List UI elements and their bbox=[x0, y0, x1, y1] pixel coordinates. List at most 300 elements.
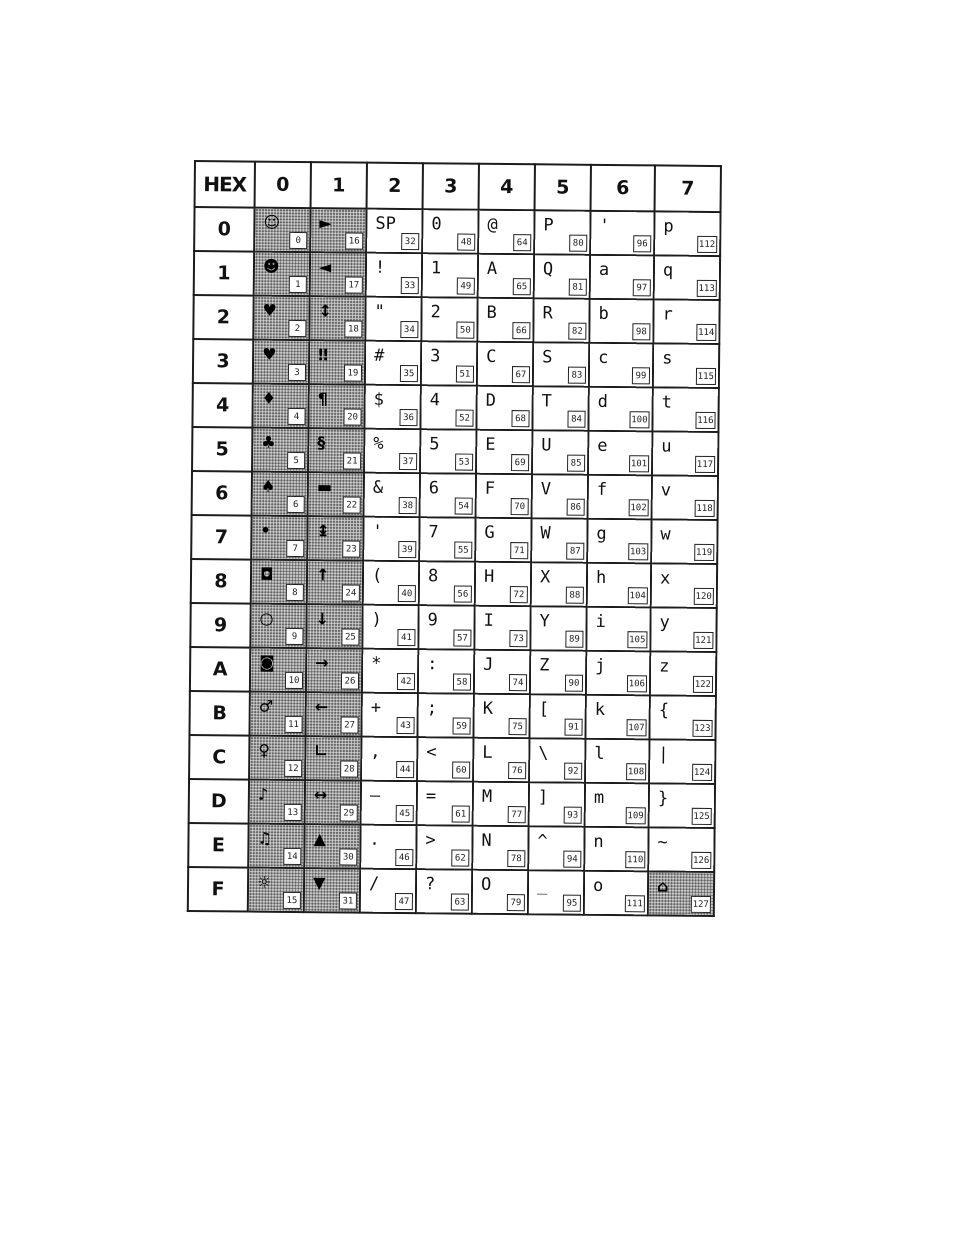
character-glyph: , bbox=[370, 741, 381, 762]
decimal-code-box: 112 bbox=[697, 236, 717, 253]
character-glyph: ♪ bbox=[257, 784, 269, 804]
code-cell bbox=[360, 869, 416, 914]
decimal-code-box: 113 bbox=[696, 280, 716, 297]
code-cell bbox=[305, 692, 361, 737]
code-cell bbox=[588, 387, 652, 432]
code-cell bbox=[361, 693, 417, 738]
decimal-code-box: 45 bbox=[396, 805, 414, 822]
code-cell bbox=[475, 562, 531, 607]
character-glyph: f bbox=[596, 479, 608, 500]
character-glyph: ^ bbox=[537, 831, 548, 852]
table-row bbox=[192, 427, 718, 476]
code-cell bbox=[590, 211, 654, 256]
decimal-code-box: 6 bbox=[287, 496, 305, 513]
character-glyph: 5 bbox=[429, 434, 440, 455]
code-cell bbox=[364, 385, 420, 430]
code-cell bbox=[361, 781, 417, 826]
decimal-code-box: 94 bbox=[563, 851, 581, 868]
decimal-code-box: 22 bbox=[343, 496, 361, 513]
character-glyph: b bbox=[598, 303, 609, 324]
row-header: 9 bbox=[190, 603, 250, 648]
code-cell bbox=[534, 210, 590, 255]
decimal-code-box: 11 bbox=[285, 716, 303, 733]
character-glyph: + bbox=[370, 697, 382, 718]
character-glyph: W bbox=[540, 523, 551, 544]
decimal-code-box: 19 bbox=[344, 364, 362, 381]
character-glyph: t bbox=[661, 392, 673, 413]
decimal-code-box: 101 bbox=[629, 455, 649, 472]
character-glyph: – bbox=[369, 785, 381, 806]
decimal-code-box: 33 bbox=[401, 277, 419, 294]
decimal-code-box: 5 bbox=[287, 452, 305, 469]
code-cell bbox=[309, 340, 365, 385]
decimal-code-box: 12 bbox=[284, 760, 302, 777]
decimal-code-box: 23 bbox=[342, 540, 360, 557]
code-cell bbox=[417, 781, 473, 826]
decimal-code-box: 1 bbox=[289, 276, 307, 293]
code-cell bbox=[653, 343, 719, 388]
character-glyph: ¶ bbox=[317, 389, 328, 409]
code-cell bbox=[476, 386, 532, 431]
character-glyph: ◙ bbox=[259, 652, 275, 672]
decimal-code-box: 91 bbox=[564, 719, 582, 736]
code-cell bbox=[472, 826, 528, 871]
character-glyph: R bbox=[542, 303, 553, 324]
character-glyph: Y bbox=[539, 611, 550, 632]
character-glyph: 0 bbox=[431, 214, 442, 235]
decimal-code-box: 122 bbox=[693, 676, 713, 693]
character-glyph: O bbox=[480, 874, 492, 895]
code-cell bbox=[474, 650, 530, 695]
code-cell bbox=[305, 736, 361, 781]
decimal-code-box: 65 bbox=[513, 278, 531, 295]
code-cell bbox=[584, 827, 648, 872]
decimal-code-box: 34 bbox=[400, 321, 418, 338]
character-glyph: ↓ bbox=[315, 609, 330, 629]
row-header: B bbox=[189, 691, 249, 736]
table-row bbox=[192, 383, 718, 432]
decimal-code-box: 30 bbox=[339, 848, 357, 865]
code-cell bbox=[529, 782, 585, 827]
row-header: A bbox=[190, 647, 250, 692]
code-cell bbox=[478, 210, 534, 255]
decimal-code-box: 118 bbox=[694, 500, 714, 517]
character-glyph: ! bbox=[374, 257, 386, 278]
decimal-code-box: 119 bbox=[694, 544, 714, 561]
character-glyph: | bbox=[658, 744, 669, 765]
code-cell bbox=[416, 869, 472, 914]
table-row bbox=[192, 471, 718, 520]
code-cell bbox=[366, 253, 422, 298]
character-glyph: ; bbox=[426, 698, 438, 719]
table-row bbox=[189, 779, 715, 828]
code-cell bbox=[306, 604, 362, 649]
decimal-code-box: 76 bbox=[508, 762, 526, 779]
code-cell bbox=[531, 562, 587, 607]
character-glyph: r bbox=[662, 304, 673, 325]
code-cell bbox=[476, 474, 532, 519]
code-cell bbox=[360, 825, 416, 870]
code-cell bbox=[589, 343, 653, 388]
character-glyph: ○ bbox=[259, 608, 274, 628]
decimal-code-box: 83 bbox=[568, 367, 586, 384]
decimal-code-box: 7 bbox=[286, 540, 304, 557]
decimal-code-box: 85 bbox=[567, 455, 585, 472]
character-glyph: q bbox=[662, 260, 674, 281]
code-cell bbox=[530, 650, 586, 695]
character-glyph: J bbox=[483, 654, 494, 675]
character-glyph: w bbox=[660, 524, 671, 545]
column-header: 3 bbox=[423, 163, 479, 210]
code-cell bbox=[252, 384, 308, 429]
code-cell bbox=[648, 827, 714, 872]
code-cell bbox=[530, 606, 586, 651]
character-glyph: E bbox=[485, 434, 496, 455]
character-glyph: F bbox=[484, 478, 496, 499]
code-cell bbox=[307, 560, 363, 605]
code-cell bbox=[473, 738, 529, 783]
decimal-code-box: 43 bbox=[396, 717, 414, 734]
character-glyph: e bbox=[597, 435, 608, 456]
character-glyph: = bbox=[425, 786, 437, 807]
character-glyph: ? bbox=[424, 874, 436, 895]
code-cell bbox=[250, 604, 306, 649]
row-header: 6 bbox=[192, 471, 252, 516]
decimal-code-box: 124 bbox=[692, 764, 712, 781]
character-glyph: ] bbox=[537, 787, 549, 808]
code-cell bbox=[587, 563, 651, 608]
decimal-code-box: 17 bbox=[345, 276, 363, 293]
code-cell bbox=[422, 253, 478, 298]
code-cell bbox=[254, 208, 310, 253]
code-cell bbox=[587, 519, 651, 564]
character-glyph: # bbox=[374, 345, 385, 366]
character-code-table bbox=[187, 160, 722, 917]
code-cell bbox=[532, 430, 588, 475]
table-row bbox=[189, 691, 715, 740]
code-cell bbox=[364, 473, 420, 518]
decimal-code-box: 79 bbox=[507, 894, 525, 911]
decimal-code-box: 46 bbox=[395, 849, 413, 866]
character-glyph: Q bbox=[542, 259, 554, 280]
character-glyph: ~ bbox=[657, 832, 668, 853]
decimal-code-box: 25 bbox=[341, 628, 359, 645]
code-cell bbox=[253, 296, 309, 341]
code-cell bbox=[304, 868, 360, 913]
code-cell bbox=[649, 695, 715, 740]
column-header: 0 bbox=[255, 162, 311, 209]
code-cell bbox=[532, 474, 588, 519]
decimal-code-box: 35 bbox=[400, 365, 418, 382]
code-cell bbox=[419, 517, 475, 562]
table-row bbox=[188, 823, 714, 872]
character-glyph: P bbox=[543, 215, 554, 236]
character-glyph: 9 bbox=[427, 610, 438, 631]
decimal-code-box: 48 bbox=[457, 234, 475, 251]
code-cell bbox=[305, 780, 361, 825]
decimal-code-box: 27 bbox=[341, 716, 359, 733]
decimal-code-box: 104 bbox=[627, 587, 647, 604]
row-header: 2 bbox=[193, 295, 253, 340]
character-glyph: ' bbox=[599, 215, 610, 236]
decimal-code-box: 96 bbox=[633, 235, 651, 252]
character-glyph: ♣ bbox=[261, 432, 276, 452]
row-header: 5 bbox=[192, 427, 252, 472]
decimal-code-box: 57 bbox=[453, 630, 471, 647]
decimal-code-box: 58 bbox=[453, 674, 471, 691]
character-glyph: T bbox=[541, 391, 553, 412]
header-row bbox=[195, 161, 721, 212]
decimal-code-box: 55 bbox=[454, 542, 472, 559]
decimal-code-box: 95 bbox=[563, 895, 581, 912]
character-glyph: / bbox=[368, 873, 380, 894]
code-cell bbox=[652, 387, 718, 432]
character-glyph: m bbox=[593, 787, 605, 808]
code-cell bbox=[529, 694, 585, 739]
character-glyph: . bbox=[369, 829, 380, 850]
row-header: 1 bbox=[194, 251, 254, 296]
decimal-code-box: 47 bbox=[395, 893, 413, 910]
decimal-code-box: 89 bbox=[565, 631, 583, 648]
decimal-code-box: 78 bbox=[507, 850, 525, 867]
code-cell bbox=[310, 252, 366, 297]
code-cell bbox=[362, 605, 418, 650]
code-cell bbox=[652, 431, 718, 476]
code-cell bbox=[421, 341, 477, 386]
decimal-code-box: 99 bbox=[632, 367, 650, 384]
character-glyph: 4 bbox=[429, 390, 441, 411]
decimal-code-box: 110 bbox=[625, 851, 645, 868]
decimal-code-box: 40 bbox=[398, 585, 416, 602]
decimal-code-box: 109 bbox=[625, 807, 645, 824]
decimal-code-box: 24 bbox=[342, 584, 360, 601]
code-cell bbox=[364, 429, 420, 474]
decimal-code-box: 39 bbox=[398, 541, 416, 558]
code-cell bbox=[585, 783, 649, 828]
decimal-code-box: 31 bbox=[339, 892, 357, 909]
decimal-code-box: 4 bbox=[287, 408, 305, 425]
code-cell bbox=[585, 695, 649, 740]
code-cell bbox=[304, 824, 360, 869]
character-glyph: ♂ bbox=[258, 696, 274, 716]
decimal-code-box: 26 bbox=[341, 672, 359, 689]
character-glyph: 1 bbox=[430, 258, 442, 279]
decimal-code-box: 44 bbox=[396, 761, 414, 778]
character-glyph: ▬ bbox=[316, 477, 333, 497]
character-glyph: ▲ bbox=[313, 829, 326, 849]
code-cell bbox=[309, 296, 365, 341]
character-glyph: § bbox=[317, 433, 326, 453]
decimal-code-box: 103 bbox=[628, 543, 648, 560]
character-glyph: { bbox=[658, 700, 670, 721]
character-glyph: u bbox=[661, 436, 672, 457]
character-glyph: ⌂ bbox=[656, 876, 669, 896]
code-cell bbox=[653, 299, 719, 344]
code-cell bbox=[648, 871, 714, 916]
code-cell bbox=[528, 826, 584, 871]
column-header: 5 bbox=[535, 164, 591, 211]
character-glyph: U bbox=[541, 435, 552, 456]
code-cell bbox=[589, 299, 653, 344]
character-glyph: ◘ bbox=[259, 564, 274, 584]
character-glyph: ♥ bbox=[262, 344, 277, 364]
character-glyph: ☻ bbox=[262, 256, 280, 276]
character-glyph: & bbox=[372, 477, 384, 498]
row-header: 4 bbox=[192, 383, 252, 428]
character-glyph: N bbox=[481, 830, 492, 851]
decimal-code-box: 8 bbox=[286, 584, 304, 601]
character-glyph: Z bbox=[539, 655, 550, 676]
character-glyph: y bbox=[659, 612, 670, 633]
decimal-code-box: 77 bbox=[508, 806, 526, 823]
character-glyph: ☼ bbox=[256, 872, 272, 892]
decimal-code-box: 81 bbox=[569, 279, 587, 296]
character-glyph: a bbox=[598, 259, 610, 280]
character-glyph: h bbox=[595, 567, 607, 588]
column-header: 1 bbox=[311, 162, 367, 209]
code-cell bbox=[308, 428, 364, 473]
code-cell bbox=[475, 518, 531, 563]
decimal-code-box: 42 bbox=[397, 673, 415, 690]
decimal-code-box: 72 bbox=[510, 586, 528, 603]
code-cell bbox=[252, 428, 308, 473]
character-glyph: k bbox=[594, 699, 606, 720]
code-cell bbox=[532, 386, 588, 431]
character-glyph: > bbox=[425, 830, 436, 851]
character-glyph: } bbox=[657, 788, 669, 809]
code-cell bbox=[586, 607, 650, 652]
code-cell bbox=[528, 870, 584, 915]
decimal-code-box: 80 bbox=[569, 235, 587, 252]
code-cell bbox=[590, 255, 654, 300]
table-row bbox=[189, 735, 715, 784]
table-row bbox=[190, 603, 716, 652]
row-header: E bbox=[188, 823, 248, 868]
code-cell bbox=[307, 516, 363, 561]
decimal-code-box: 92 bbox=[564, 763, 582, 780]
character-glyph: z bbox=[659, 656, 670, 677]
code-cell bbox=[417, 737, 473, 782]
code-cell bbox=[654, 255, 720, 300]
decimal-code-box: 126 bbox=[691, 852, 711, 869]
character-glyph: [ bbox=[538, 699, 550, 720]
character-glyph: C bbox=[486, 346, 497, 367]
character-glyph: B bbox=[486, 302, 497, 323]
code-cell bbox=[418, 605, 474, 650]
decimal-code-box: 115 bbox=[696, 368, 716, 385]
code-cell bbox=[588, 431, 652, 476]
code-cell bbox=[477, 342, 533, 387]
character-glyph: _ bbox=[536, 875, 548, 896]
decimal-code-box: 29 bbox=[340, 804, 358, 821]
decimal-code-box: 53 bbox=[455, 454, 473, 471]
character-glyph: % bbox=[373, 433, 384, 454]
character-glyph: l bbox=[594, 743, 605, 764]
character-glyph: ♀ bbox=[258, 740, 271, 760]
code-cell bbox=[474, 606, 530, 651]
decimal-code-box: 62 bbox=[451, 850, 469, 867]
character-glyph: p bbox=[663, 216, 674, 237]
decimal-code-box: 105 bbox=[627, 631, 647, 648]
column-header: 2 bbox=[367, 163, 423, 210]
row-header: D bbox=[189, 779, 249, 824]
code-cell bbox=[478, 254, 534, 299]
decimal-code-box: 93 bbox=[564, 807, 582, 824]
table-row bbox=[193, 295, 719, 344]
code-cell bbox=[253, 340, 309, 385]
code-cell bbox=[584, 871, 648, 916]
character-glyph: 6 bbox=[428, 478, 440, 499]
decimal-code-box: 54 bbox=[455, 498, 473, 515]
character-glyph: d bbox=[597, 391, 609, 412]
character-glyph: V bbox=[540, 479, 552, 500]
character-glyph: j bbox=[595, 655, 606, 676]
decimal-code-box: 60 bbox=[452, 762, 470, 779]
character-glyph: ◄ bbox=[318, 257, 332, 277]
character-glyph: \ bbox=[538, 743, 549, 764]
decimal-code-box: 41 bbox=[397, 629, 415, 646]
code-cell bbox=[366, 209, 422, 254]
character-glyph: ∟ bbox=[314, 741, 328, 761]
code-cell bbox=[649, 739, 715, 784]
decimal-code-box: 102 bbox=[628, 499, 648, 516]
decimal-code-box: 90 bbox=[565, 675, 583, 692]
character-glyph: ♫ bbox=[257, 828, 272, 848]
character-glyph: ' bbox=[372, 521, 383, 542]
decimal-code-box: 123 bbox=[692, 720, 712, 737]
decimal-code-box: 120 bbox=[693, 588, 713, 605]
character-glyph: ♥ bbox=[262, 300, 277, 320]
character-glyph: o bbox=[592, 875, 604, 896]
character-glyph: ↨ bbox=[316, 521, 330, 541]
character-glyph: " bbox=[374, 301, 385, 322]
code-cell bbox=[650, 651, 716, 696]
code-cell bbox=[421, 297, 477, 342]
character-glyph: ↑ bbox=[315, 565, 330, 585]
decimal-code-box: 117 bbox=[695, 456, 715, 473]
code-cell bbox=[650, 607, 716, 652]
code-cell bbox=[363, 517, 419, 562]
code-cell bbox=[418, 649, 474, 694]
code-cell bbox=[249, 780, 305, 825]
code-cell bbox=[310, 208, 366, 253]
character-glyph: ♦ bbox=[261, 388, 277, 408]
character-glyph: S bbox=[542, 347, 553, 368]
decimal-code-box: 98 bbox=[632, 323, 650, 340]
code-cell bbox=[308, 472, 364, 517]
character-glyph: c bbox=[598, 347, 609, 368]
code-cell bbox=[419, 561, 475, 606]
decimal-code-box: 70 bbox=[511, 498, 529, 515]
character-glyph: M bbox=[481, 786, 493, 807]
decimal-code-box: 18 bbox=[344, 320, 362, 337]
character-glyph: @ bbox=[487, 214, 498, 235]
code-cell bbox=[249, 736, 305, 781]
table-row bbox=[188, 867, 714, 916]
row-header: 0 bbox=[194, 207, 254, 252]
decimal-code-box: 21 bbox=[343, 452, 361, 469]
decimal-code-box: 86 bbox=[567, 499, 585, 516]
code-cell bbox=[476, 430, 532, 475]
code-cell bbox=[362, 649, 418, 694]
decimal-code-box: 61 bbox=[452, 806, 470, 823]
row-header: C bbox=[189, 735, 249, 780]
code-cell bbox=[534, 254, 590, 299]
table-row bbox=[194, 207, 720, 256]
character-glyph: * bbox=[371, 653, 382, 674]
code-cell bbox=[248, 824, 304, 869]
code-cell bbox=[251, 560, 307, 605]
